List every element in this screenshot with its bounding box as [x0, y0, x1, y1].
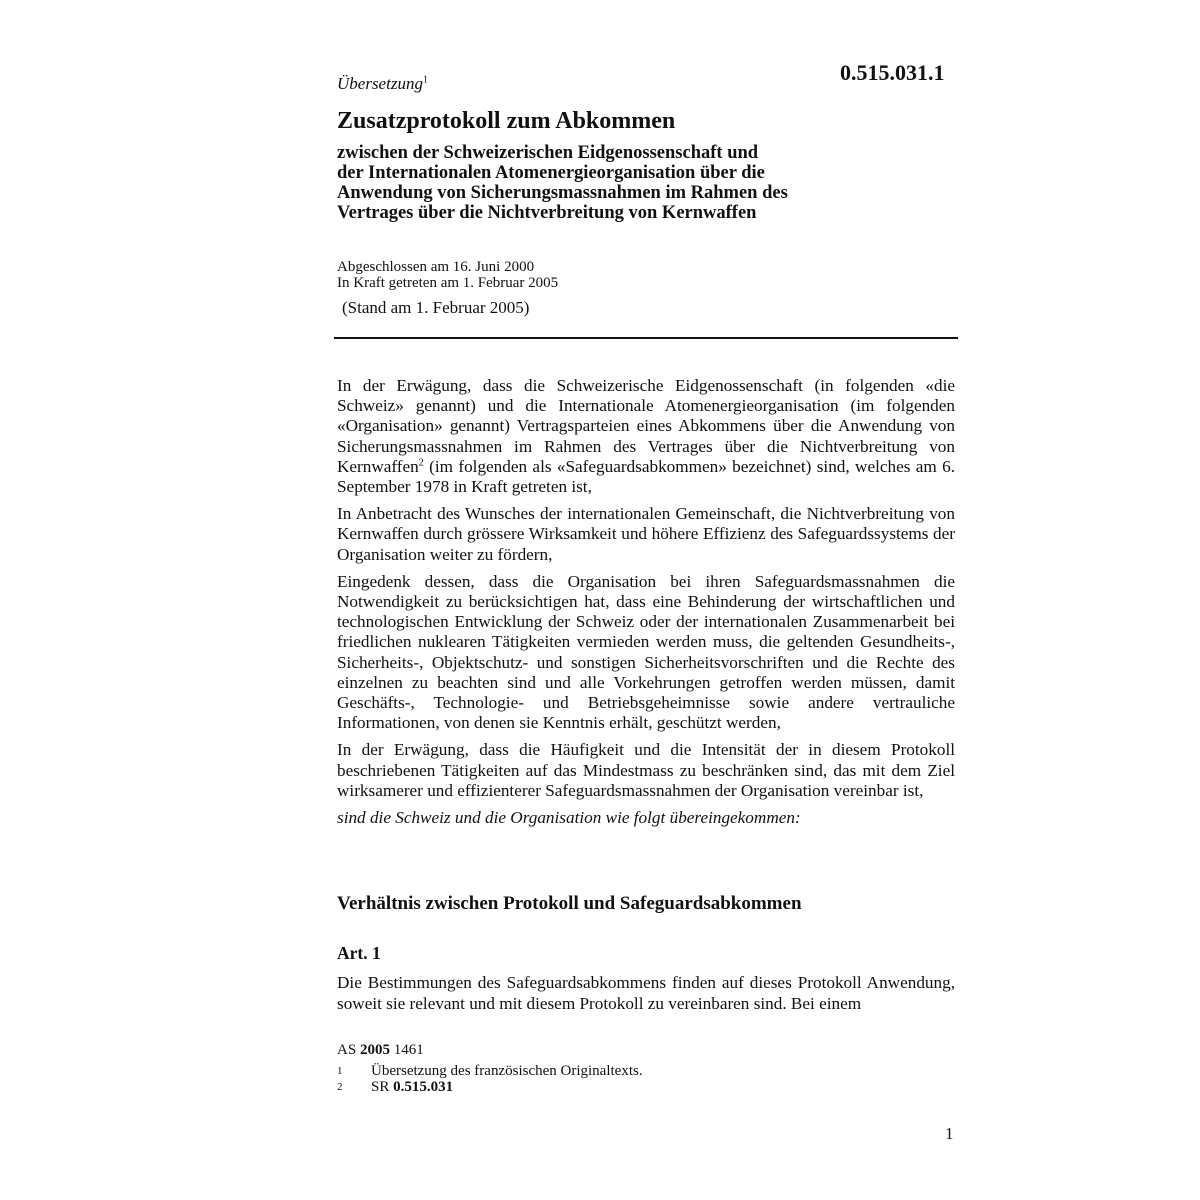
concluded-date: Abgeschlossen am 16. Juni 2000 — [337, 259, 535, 275]
footnote-ref-2[interactable]: 2 — [418, 457, 424, 469]
preamble-paragraph: In Anbetracht des Wunsches der internationalen Gemeinschaft, die Nichtverbreitung von Kernwaffen durch grössere Wirksamkeit und höhere Effizienz des Safeguardssystems der Organisation weiter zu fördern, — [337, 504, 955, 564]
footnote-number: 2 — [337, 1081, 343, 1093]
footnote-text: Übersetzung des französischen Originaltexts. — [371, 1063, 643, 1079]
footnote-ref-1[interactable]: 1 — [422, 74, 428, 86]
footnote-sr-link[interactable]: 0.515.031 — [393, 1079, 454, 1095]
article-heading: Art. 1 — [337, 943, 381, 963]
page-number: 1 — [945, 1124, 954, 1143]
preamble — [337, 376, 955, 835]
sr-number: 0.515.031.1 — [840, 60, 945, 85]
subtitle-line: Anwendung von Sicherungsmassnahmen im Rahmen des — [337, 183, 788, 203]
document-title: Zusatzprotokoll zum Abkommen — [337, 108, 676, 134]
preamble-paragraph: Eingedenk dessen, dass die Organisation bei ihren Safeguardsmassnahmen die Notwendigkeit zu berücksichtigen hat, dass eine Behinderung der wirtschaftlichen und technologischen Entwicklung der Schweiz oder der internationalen Zusammenarbeit bei friedlichen nuklearen Tätigkeiten vermieden werden muss, die geltenden Gesundheits-, Sicherheits-, Objektschutz- und sonstigen Sicherheitsvorschriften und die Rechte des einzelnen zu beachten sind und alle Vorkehrungen getroffen werden müssen, damit Geschäfts-, Technologie- und Betriebsgeheimnisse sowie andere vertrauliche Informationen, von denen sie Kenntnis erhält, geschützt werden, — [337, 571, 955, 733]
preamble-paragraph: In der Erwägung, dass die Häufigkeit und die Intensität der in diesem Protokoll beschriebenen Tätigkeiten auf das Mindestmass zu beschränken sind, das mit dem Ziel wirksamerer und effizienterer Safeguardsmassnahmen der Organisation vereinbar ist, — [337, 740, 955, 800]
footnote-1 — [337, 1063, 643, 1079]
in-force-date: In Kraft getreten am 1. Februar 2005 — [337, 275, 559, 291]
as-page: 1461 — [389, 1042, 424, 1058]
dates-block — [337, 259, 558, 291]
footnote-2 — [337, 1079, 453, 1095]
preamble-p1-part2: (im folgenden als «Safeguardsabkommen» bezeichnet) sind, welches am 6. September 1978 in Kraft getreten ist, — [337, 456, 955, 497]
header-divider — [334, 337, 958, 339]
article-text: Die Bestimmungen des Safeguardsabkommens finden auf dieses Protokoll Anwendung, soweit sie relevant und mit diesem Protokoll zu vereinbaren sind. Bei einem — [337, 973, 955, 1013]
section-heading: Verhältnis zwischen Protokoll und Safeguardsabkommen — [337, 893, 802, 914]
preamble-paragraph — [337, 376, 955, 497]
status-date: (Stand am 1. Februar 2005) — [342, 298, 530, 317]
agreement-clause: sind die Schweiz und die Organisation wie folgt übereingekommen: — [337, 808, 801, 828]
preamble-p1-part1: In der Erwägung, dass die Schweizerische Eidgenossenschaft (in folgenden «die Schweiz» genannt) und die Internationale Atomenergieorganisation (im folgenden «Organisation» genannt) Vertragsparteien eines Abkommens über die Anwendung von Sicherungsmassnahmen im Rahmen des Vertrages über die Nichtverbreitung von Kernwaffen — [337, 376, 955, 476]
translation-label — [337, 74, 428, 94]
as-reference — [337, 1042, 424, 1059]
subtitle-line: zwischen der Schweizerischen Eidgenossenschaft und — [337, 143, 759, 163]
footnote-number: 1 — [337, 1065, 343, 1077]
footnote-text-prefix: SR — [371, 1079, 394, 1095]
document-subtitle — [337, 143, 877, 223]
translation-label-text: Übersetzung — [337, 74, 423, 93]
as-year: 2005 — [359, 1042, 390, 1058]
subtitle-line: Vertrages über die Nichtverbreitung von Kernwaffen — [337, 203, 757, 223]
subtitle-line: der Internationalen Atomenergieorganisation über die — [337, 163, 765, 183]
as-prefix: AS — [337, 1042, 360, 1058]
